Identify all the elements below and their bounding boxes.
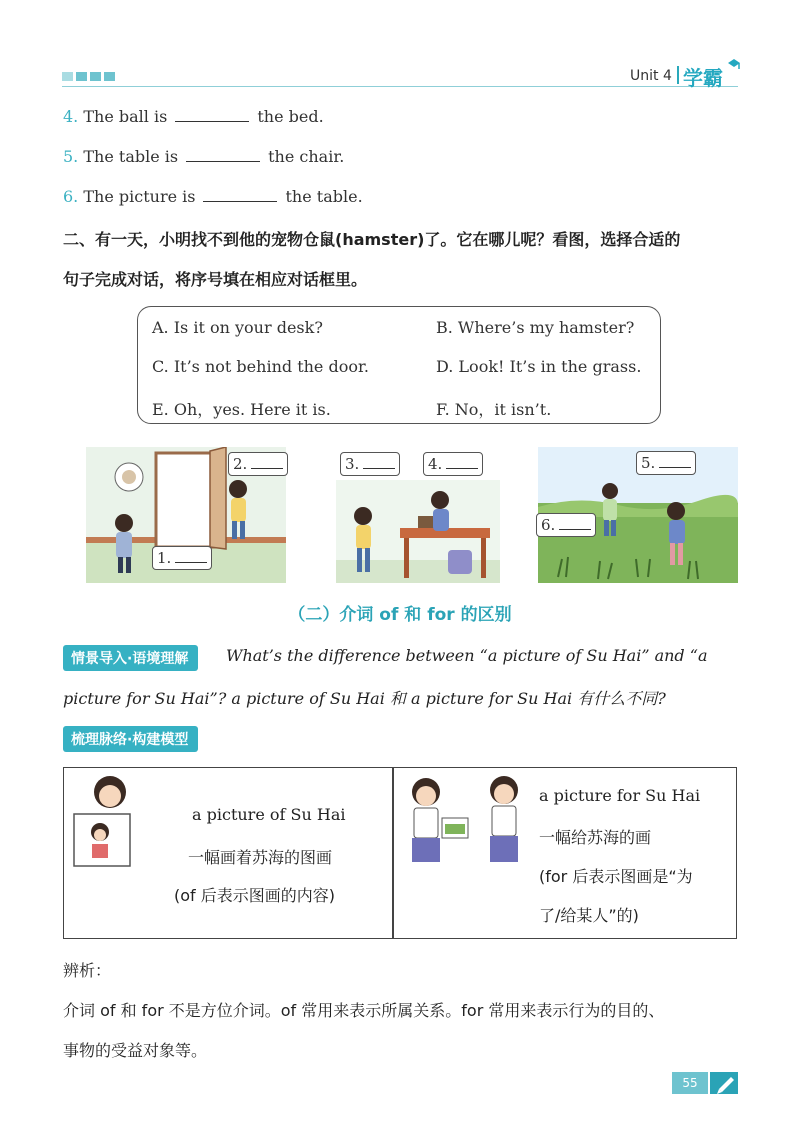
bubble-number: 4. [428,455,443,473]
graduation-cap-icon [727,58,741,72]
exercise-text: The table is [83,147,179,166]
comparison-divider [392,767,394,939]
option-c: C. It’s not behind the door. [152,357,369,376]
intro-tag: 情景导入·语境理解 [63,645,198,671]
left-english-phrase: a picture of Su Hai [192,805,346,824]
bubble-number: 1. [157,549,172,567]
option-d: D. Look! It’s in the grass. [436,357,642,376]
brand-logo: 学霸 [683,66,723,90]
bubble-number: 2. [233,455,248,473]
girls-giving-picture-illustration [400,772,532,872]
answer-blank[interactable] [175,107,249,122]
bubble-number: 5. [641,454,656,472]
right-note-line-2: 了/给某人”的) [539,906,639,925]
speech-bubble-1[interactable] [152,546,212,570]
section-2-instruction: 二、有一天，小明找不到他的宠物仓鼠(hamster)了。它在哪儿呢？看图，选择合适的 [63,230,681,249]
exercise-6 [63,187,363,206]
right-chinese-meaning: 一幅给苏海的画 [539,828,652,847]
analysis-line-1: 介词 of 和 for 不是方位介词。of 常用来表示所属关系。for 常用来表示行为的目的、 [63,1001,665,1020]
model-tag: 梳理脉络·构建模型 [63,726,198,752]
bubble-number: 3. [345,455,360,473]
exercise-text: The picture is [83,187,196,206]
intro-question-line-1: What’s the difference between “a picture of Su Hai” and “a [226,646,708,665]
right-note-line-1: (for 后表示图画是“为 [539,867,693,886]
answer-blank[interactable] [203,187,277,202]
speech-bubble-6[interactable] [536,513,596,537]
speech-bubble-5[interactable] [636,451,696,475]
speech-bubble-4[interactable] [423,452,483,476]
header-separator [677,66,679,84]
unit-label: Unit 4 [630,68,672,84]
scene-desk-illustration [336,480,500,583]
analysis-line-2: 事物的受益对象等。 [63,1041,208,1060]
section-2-instruction-cont: 句子完成对话，将序号填在相应对话框里。 [63,270,368,289]
exercise-number: 5. [63,147,79,166]
analysis-label: 辨析： [63,961,112,980]
header-decoration [62,72,115,81]
answer-blank[interactable] [186,147,260,162]
option-a: A. Is it on your desk? [152,318,323,337]
exercise-text: the bed. [257,107,324,126]
page-number: 55 [672,1072,708,1094]
header-rule [62,86,738,87]
exercise-number: 4. [63,107,79,126]
left-chinese-meaning: 一幅画着苏海的图画 [188,848,333,867]
exercise-text: the chair. [268,147,345,166]
bubble-number: 6. [541,516,556,534]
exercise-number: 6. [63,187,79,206]
speech-bubble-3[interactable] [340,452,400,476]
speech-bubble-2[interactable] [228,452,288,476]
section-subtitle: （二）介词 of 和 for 的区别 [288,605,512,625]
left-note: (of 后表示图画的内容) [174,886,335,905]
pencil-icon [710,1068,740,1098]
girl-holding-portrait-illustration [70,772,150,872]
exercise-text: the table. [285,187,363,206]
intro-question-line-2: picture for Su Hai”? a picture of Su Hai 和 a picture for Su Hai 有什么不同? [63,689,666,708]
option-b: B. Where’s my hamster? [436,318,635,337]
exercise-4 [63,107,324,126]
right-english-phrase: a picture for Su Hai [539,786,701,805]
option-e: E. Oh，yes. Here it is. [152,400,331,419]
exercise-5 [63,147,344,166]
option-f: F. No，it isn’t. [436,400,552,419]
exercise-text: The ball is [83,107,168,126]
